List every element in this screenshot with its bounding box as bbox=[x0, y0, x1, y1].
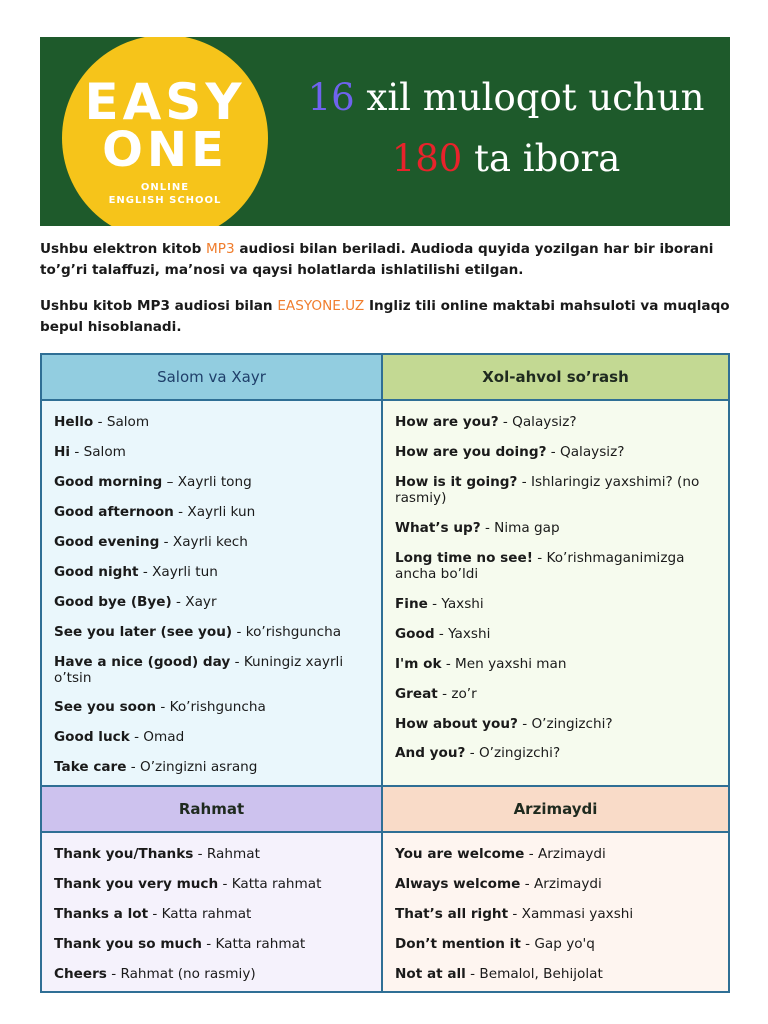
phrase-translation: - Xayr bbox=[171, 594, 217, 610]
phrase-item bbox=[54, 966, 371, 982]
phrase-item bbox=[395, 444, 718, 460]
intro-paragraph-2 bbox=[40, 296, 730, 338]
phrase-translation: - O’zingizni asrang bbox=[126, 759, 258, 775]
phrase-english: Hello bbox=[54, 414, 94, 430]
phrase-english: Take care bbox=[54, 759, 127, 775]
phrase-item bbox=[54, 534, 371, 550]
phrase-item bbox=[395, 846, 718, 862]
phrase-translation: - Xayrli tun bbox=[138, 564, 218, 580]
phrase-item bbox=[54, 936, 371, 952]
phrase-translation: - Katta rahmat bbox=[218, 876, 322, 892]
phrase-english: Fine bbox=[395, 596, 428, 612]
phrase-translation: - Nima gap bbox=[480, 520, 560, 536]
phrase-item bbox=[54, 729, 371, 745]
phrase-translation: - ko’rishguncha bbox=[232, 624, 342, 640]
phrase-english: How about you? bbox=[395, 716, 518, 732]
phrase-english: Good evening bbox=[54, 534, 160, 550]
phrase-english: That’s all right bbox=[395, 906, 509, 922]
intro-brand-link[interactable]: EASYONE.UZ bbox=[277, 298, 365, 314]
phrase-translation: - Kuningiz xayrli o’tsin bbox=[54, 654, 344, 686]
section-body-rahmat bbox=[42, 833, 381, 993]
phrase-item bbox=[395, 716, 718, 732]
phrase-translation: - Rahmat bbox=[193, 846, 260, 862]
phrase-translation: - O’zingizchi? bbox=[517, 716, 613, 732]
phrase-item bbox=[54, 564, 371, 580]
phrase-english: See you soon bbox=[54, 699, 157, 715]
phrase-translation: - Ko’rishmaganimizga ancha bo’ldi bbox=[395, 550, 685, 582]
section-header-arzimaydi: Arzimaydi bbox=[383, 787, 728, 831]
phrase-item bbox=[54, 654, 371, 686]
phrase-english: Have a nice (good) day bbox=[54, 654, 231, 670]
logo-school-text: ENGLISH SCHOOL bbox=[108, 195, 222, 206]
phrase-item bbox=[395, 686, 718, 702]
logo-one-text: ONE bbox=[102, 122, 228, 178]
phrase-item bbox=[395, 596, 718, 612]
phrase-translation: - Rahmat (no rasmiy) bbox=[106, 966, 256, 982]
headline-number-180: 180 bbox=[391, 137, 463, 180]
phrase-item bbox=[54, 699, 371, 715]
headline-number-16: 16 bbox=[307, 76, 355, 119]
phrase-item bbox=[54, 624, 371, 640]
section-body-salom-va-xayr bbox=[42, 401, 381, 785]
phrase-english: Always welcome bbox=[395, 876, 521, 892]
phrase-translation: - Ko’rishguncha bbox=[156, 699, 266, 715]
phrase-translation: - Salom bbox=[93, 414, 150, 430]
phrase-item bbox=[395, 626, 718, 642]
section-header-salom-va-xayr: Salom va Xayr bbox=[42, 355, 381, 399]
section-header-rahmat: Rahmat bbox=[42, 787, 381, 831]
phrase-english: Good afternoon bbox=[54, 504, 174, 520]
phrase-item bbox=[395, 936, 718, 952]
phrase-item bbox=[395, 876, 718, 892]
headline-line-2 bbox=[296, 137, 716, 180]
phrase-table bbox=[40, 353, 730, 993]
phrase-english: Cheers bbox=[54, 966, 107, 982]
phrase-english: Great bbox=[395, 686, 438, 702]
phrase-english: Don’t mention it bbox=[395, 936, 521, 952]
phrase-english: And you? bbox=[395, 745, 466, 761]
intro-p2-text-b: Ingliz tili online maktabi mahsuloti va muqlaqo bepul hisoblanadi. bbox=[40, 298, 730, 335]
phrase-item bbox=[54, 759, 371, 775]
phrase-english: Good bye (Bye) bbox=[54, 594, 172, 610]
phrase-english: Thank you so much bbox=[54, 936, 202, 952]
headline-line-1 bbox=[296, 76, 716, 119]
table-divider bbox=[42, 785, 730, 787]
easy-one-logo bbox=[62, 37, 268, 226]
phrase-item bbox=[395, 966, 718, 982]
phrase-english: Thanks a lot bbox=[54, 906, 149, 922]
phrase-item bbox=[395, 474, 718, 506]
phrase-english: How are you? bbox=[395, 414, 499, 430]
intro-paragraph-1 bbox=[40, 239, 730, 281]
phrase-english: Good luck bbox=[54, 729, 130, 745]
phrase-english: Long time no see! bbox=[395, 550, 533, 566]
phrase-item bbox=[54, 444, 371, 460]
phrase-item bbox=[395, 550, 718, 582]
phrase-english: Thank you/Thanks bbox=[54, 846, 194, 862]
intro-p1-text-a: Ushbu elektron kitob bbox=[40, 241, 207, 257]
logo-online-text: ONLINE bbox=[140, 182, 190, 193]
table-divider bbox=[42, 399, 730, 401]
phrase-translation: - Xayrli kun bbox=[173, 504, 256, 520]
phrase-item bbox=[54, 876, 371, 892]
section-body-arzimaydi bbox=[383, 833, 728, 993]
phrase-item bbox=[395, 414, 718, 430]
phrase-item bbox=[395, 656, 718, 672]
section-header-xol-ahvol: Xol-ahvol so’rash bbox=[383, 355, 728, 399]
phrase-translation: - Qalaysiz? bbox=[498, 414, 577, 430]
section-body-xol-ahvol bbox=[383, 401, 728, 785]
table-divider bbox=[42, 831, 730, 833]
phrase-item bbox=[54, 846, 371, 862]
banner bbox=[40, 37, 730, 226]
headline-text-1: xil muloqot uchun bbox=[354, 76, 705, 119]
phrase-english: How is it going? bbox=[395, 474, 518, 490]
phrase-translation: - Salom bbox=[70, 444, 126, 460]
phrase-translation: - Bemalol, Behijolat bbox=[465, 966, 603, 982]
phrase-english: Hi bbox=[54, 444, 71, 460]
phrase-english: What’s up? bbox=[395, 520, 481, 536]
phrase-english: See you later (see you) bbox=[54, 624, 233, 640]
phrase-english: Good night bbox=[54, 564, 139, 580]
phrase-translation: – Xayrli tong bbox=[162, 474, 252, 490]
phrase-item bbox=[54, 504, 371, 520]
phrase-english: Thank you very much bbox=[54, 876, 219, 892]
phrase-translation: - Xammasi yaxshi bbox=[508, 906, 634, 922]
phrase-translation: - zo’r bbox=[437, 686, 477, 702]
phrase-english: Good morning bbox=[54, 474, 163, 490]
phrase-english: You are welcome bbox=[395, 846, 525, 862]
phrase-english: Not at all bbox=[395, 966, 466, 982]
phrase-item bbox=[395, 745, 718, 761]
phrase-translation: - Katta rahmat bbox=[201, 936, 306, 952]
phrase-translation: - Arzimaydi bbox=[520, 876, 602, 892]
phrase-translation: - Gap yo'q bbox=[520, 936, 595, 952]
phrase-item bbox=[395, 520, 718, 536]
phrase-translation: - O’zingizchi? bbox=[465, 745, 561, 761]
phrase-translation: - Yaxshi bbox=[434, 626, 491, 642]
phrase-item bbox=[54, 474, 371, 490]
phrase-translation: - Ishlaringiz yaxshimi? (no rasmiy) bbox=[395, 474, 700, 506]
intro-p2-text-a: Ushbu kitob MP3 audiosi bilan bbox=[40, 298, 278, 314]
intro-p1-text-b: audiosi bilan beriladi. Audioda quyida yozilgan har bir iborani to’g’ri talaffuzi, ma’nosi va qaysi holatlarda ishlatilishi etilgan. bbox=[40, 241, 714, 278]
table-divider bbox=[381, 355, 383, 993]
phrase-item bbox=[54, 414, 371, 430]
phrase-translation: - Yaxshi bbox=[427, 596, 484, 612]
headline-text-2: ta ibora bbox=[462, 137, 621, 180]
phrase-translation: - Arzimaydi bbox=[524, 846, 606, 862]
phrase-translation: - Xayrli kech bbox=[159, 534, 248, 550]
phrase-item bbox=[395, 906, 718, 922]
phrase-english: How are you doing? bbox=[395, 444, 547, 460]
phrase-english: Good bbox=[395, 626, 435, 642]
phrase-item bbox=[54, 906, 371, 922]
phrase-translation: - Men yaxshi man bbox=[441, 656, 567, 672]
intro-mp3-highlight: MP3 bbox=[206, 241, 235, 257]
phrase-translation: - Qalaysiz? bbox=[546, 444, 625, 460]
phrase-english: I'm ok bbox=[395, 656, 442, 672]
phrase-translation: - Omad bbox=[129, 729, 185, 745]
phrase-item bbox=[54, 594, 371, 610]
logo-easy-text: EASY bbox=[84, 73, 246, 131]
phrase-translation: - Katta rahmat bbox=[148, 906, 252, 922]
